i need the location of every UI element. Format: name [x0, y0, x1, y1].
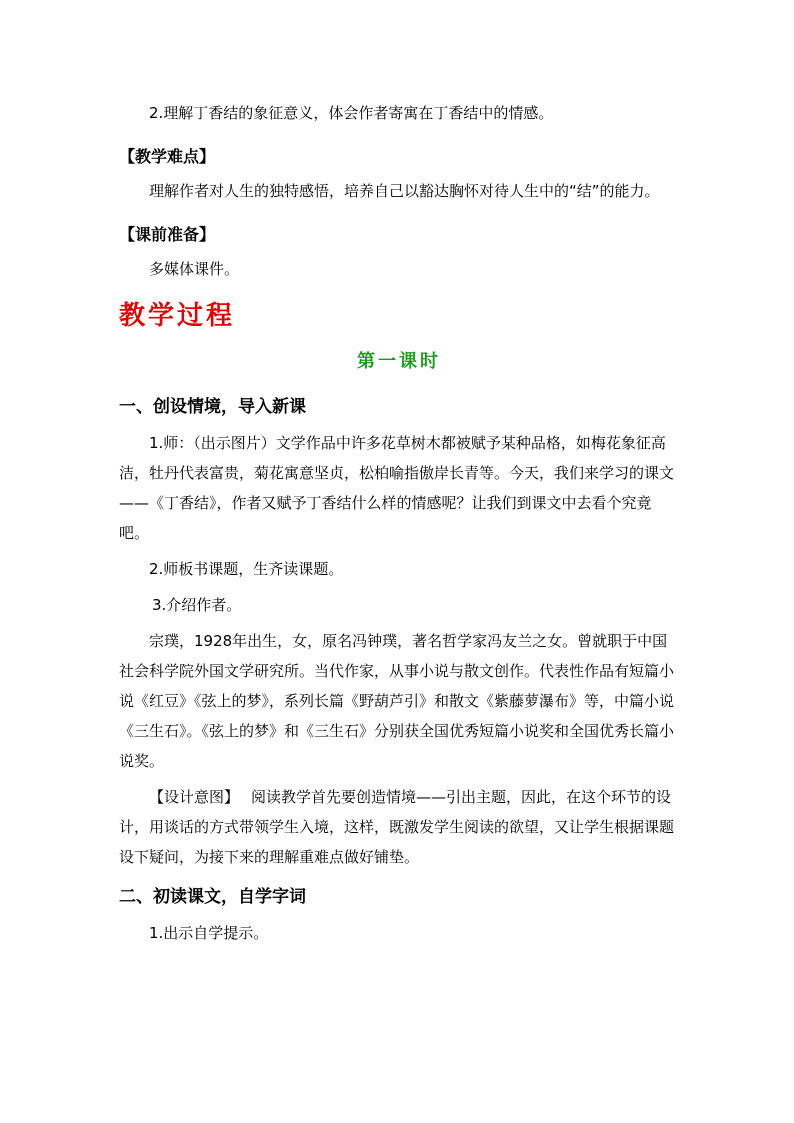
document-content — [119, 98, 679, 948]
preparation-text: 多媒体课件。 — [149, 260, 240, 278]
objective-item-2: 2.理解丁香结的象征意义，体会作者寄寓在丁香结中的情感。 — [149, 104, 554, 122]
section-2-heading: 二、初读课文，自学字词 — [119, 887, 306, 907]
lesson-title: 第一课时 — [357, 351, 441, 372]
design-intent — [119, 782, 679, 872]
section-1-heading: 一、创设情境，导入新课 — [119, 397, 306, 417]
process-title: 教学过程 — [119, 301, 236, 331]
preparation-heading: 【课前准备】 — [119, 225, 216, 244]
difficulty-heading: 【教学难点】 — [119, 147, 216, 166]
section-2-paragraph-1: 1.出示自学提示。 — [149, 924, 269, 942]
design-intent-text: 阅读教学首先要创造情境——引出主题，因此，在这个环节的设计，用谈话的方式带领学生入境，这样，既激发学生阅读的欲望，又让学生根据课题设下疑问，为接下来的理解重难点做好铺垫。 — [119, 788, 675, 866]
section-1-paragraph-2: 2.师板书课题，生齐读课题。 — [149, 560, 344, 578]
section-1-paragraph-1: 1.师：（出示图片）文学作品中许多花草树木都被赋予某种品格，如梅花象征高洁，牡丹代表富贵，菊花寓意坚贞，松柏喻指傲岸长青等。今天，我们来学习的课文——《丁香结》，作者又赋予丁香结什么样的情感呢？让我们到课文中去看个究竟吧。 — [119, 434, 675, 542]
author-intro: 宗璞，1928年出生，女，原名冯钟璞，著名哲学家冯友兰之女。曾就职于中国社会科学院外国文学研究所。当代作家，从事小说与散文创作。代表性作品有短篇小说《红豆》《弦上的梦》，系列长篇《野葫芦引》和散文《紫藤萝瀑布》等，中篇小说《三生石》。《弦上的梦》和《三生石》分别获全国优秀短篇小说奖和全国优秀长篇小说奖。 — [119, 632, 675, 770]
design-intent-label: 【设计意图】 — [149, 788, 240, 806]
section-1-paragraph-3: 3.介绍作者。 — [152, 596, 242, 614]
difficulty-text: 理解作者对人生的独特感悟，培养自己以豁达胸怀对待人生中的“结”的能力。 — [149, 182, 660, 200]
